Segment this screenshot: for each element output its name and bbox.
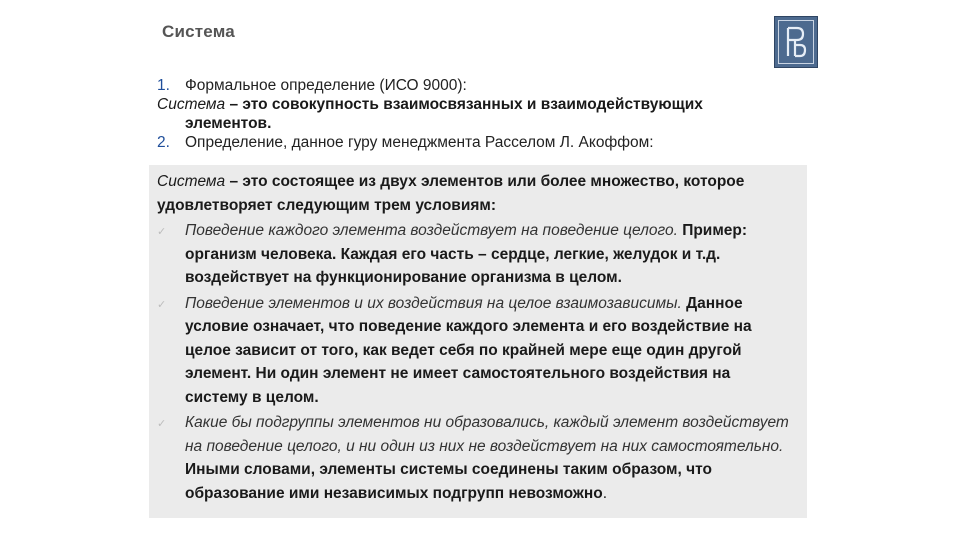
- check-icon: ✓: [157, 226, 167, 238]
- definition-continuation: удовлетворяет следующим трем условиям:: [157, 196, 497, 214]
- list-item-1: [157, 76, 797, 95]
- slide-title: Система: [162, 22, 235, 41]
- condition-explanation: Пример: организм человека. Каждая его часть – сердце, легкие, желудок и т.д. воздействует на функционирование организма в целом.: [185, 222, 748, 286]
- condition-statement: Поведение каждого элемента воздействует на поведение целого.: [185, 222, 678, 239]
- formal-definition-block: [157, 76, 797, 152]
- hse-logo: [774, 16, 818, 68]
- condition-explanation: Иными словами, элементы системы соединены таким образом, что образование ими независимых подгрупп невозможно: [185, 461, 712, 502]
- definition-body: – это совокупность взаимосвязанных и взаимодействующих: [225, 96, 703, 113]
- check-icon: ✓: [157, 298, 167, 311]
- list-item-text: Определение, данное гуру менеджмента Расселом Л. Акоффом:: [185, 134, 654, 151]
- condition-tail: .: [602, 484, 608, 502]
- condition-explanation: Данное условие означает, что поведение каждого элемента и его воздействие на целое зависит от того, как ведет себя по крайней мере еще один другой элемент. Ни один элемент не имеет самостоятельного воздействия на систему в целом.: [185, 294, 752, 406]
- condition-bullet-3: [157, 411, 797, 505]
- definition-1-continuation: элементов.: [185, 115, 272, 132]
- condition-bullet-1: [157, 219, 797, 290]
- condition-statement: Поведение элементов и их воздействия на целое взаимозависимы.: [185, 294, 682, 312]
- check-icon: ✓: [157, 418, 167, 430]
- ackoff-definition-content: [157, 170, 797, 505]
- definition-body: – это состоящее из двух элементов или более множество, которое: [225, 173, 745, 190]
- definition-2: [157, 170, 797, 217]
- logo-emblem: [778, 20, 814, 64]
- list-item-text: Формальное определение (ИСО 9000):: [185, 77, 467, 94]
- definition-term: Система: [157, 173, 226, 190]
- list-number: 2.: [157, 134, 170, 151]
- list-number: 1.: [157, 77, 170, 94]
- logo-letter-icon: [783, 25, 809, 59]
- definition-term: Система: [157, 96, 226, 113]
- definition-1: [157, 95, 797, 114]
- condition-bullet-2: [157, 292, 797, 410]
- condition-statement: Какие бы подгруппы элементов ни образовались, каждый элемент воздействует на поведение целого, и ни один из них не воздействует на них самостоятельно.: [185, 414, 789, 455]
- list-item-2: [157, 133, 797, 152]
